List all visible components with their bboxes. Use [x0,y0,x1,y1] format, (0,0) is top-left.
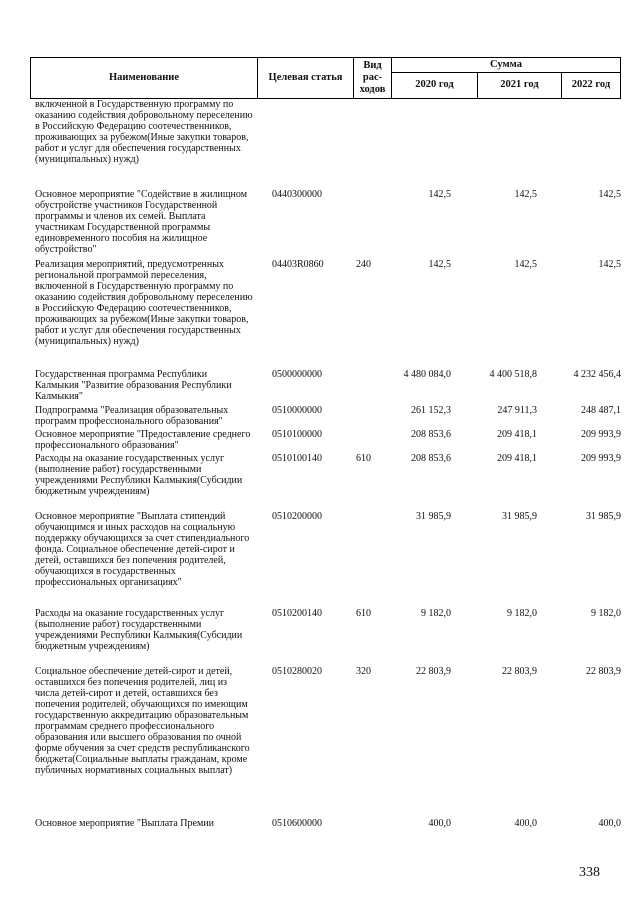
row-2022: 9 182,0 [591,608,621,619]
row-2020: 400,0 [428,818,451,829]
row-name: Реализация мероприятий, предусмотренных региональной программой переселения, включенной в Государственную программу по оказанию содействия добровольному переселению в Российскую Федерацию соотечественников, проживающих за рубежом(Иные закупки товаров, работ и услуг для обеспечения государственных (муниципальных) нужд) [35,259,253,347]
row-type: 610 [356,453,371,464]
row-2020: 9 182,0 [421,608,451,619]
row-2021: 400,0 [514,818,537,829]
table-header [30,57,621,99]
table-row [30,259,621,369]
row-article: 0440300000 [272,189,322,200]
row-2020: 4 480 084,0 [403,369,451,380]
header-year-2020: 2020 год [392,72,478,98]
row-2021: 31 985,9 [502,511,537,522]
row-article: 0510100140 [272,453,322,464]
row-2022: 142,5 [598,189,621,200]
row-type: 240 [356,259,371,270]
row-2021: 142,5 [514,189,537,200]
table-row [30,189,621,259]
table-row [30,511,621,608]
row-name: Государственная программа Республики Калмыкия "Развитие образования Республики Калмыкия" [35,369,232,402]
row-name: Основное мероприятие "Предоставление среднего профессионального образования" [35,429,251,451]
row-2021: 9 182,0 [507,608,537,619]
table-row [30,99,621,189]
row-name: Социальное обеспечение детей-сирот и детей, оставшихся без попечения родителей, лиц из числа детей-сирот и детей, оставшихся без попечения родителей, обучающихся по имеющим государственную аккредитацию образовательным программам среднего профессионального образования или высшего образования по очной форме обучения за счет средств республиканского бюджета(Социальные выплаты гражданам, кроме публичных нормативных социальных выплат) [35,666,250,776]
row-type: 610 [356,608,371,619]
header-sum-group [392,58,620,98]
table-row [30,429,621,453]
header-name: Наименование [31,58,258,98]
row-2022: 248 487,1 [581,405,621,416]
row-name: Расходы на оказание государственных услуг (выполнение работ) государственными учреждениями Республики Калмыкия(Субсидии бюджетным учреждениям) [35,608,243,652]
row-2021: 22 803,9 [502,666,537,677]
table-row [30,666,621,818]
row-article: 0510600000 [272,818,322,829]
table-row [30,369,621,405]
row-2021: 142,5 [514,259,537,270]
row-name: Расходы на оказание государственных услуг (выполнение работ) государственными учреждениями Республики Калмыкия(Субсидии бюджетным учреждениям) [35,453,243,497]
row-2020: 208 853,6 [411,429,451,440]
row-2022: 400,0 [598,818,621,829]
row-name: включенной в Государственную программу по оказанию содействия добровольному переселению в Российскую Федерацию соотечественников, проживающих за рубежом(Иные закупки товаров, работ и услуг для обеспечения государственных (муниципальных) нужд) [35,99,253,165]
row-2022: 209 993,9 [581,453,621,464]
row-2020: 22 803,9 [416,666,451,677]
header-article: Целевая статья [258,58,354,98]
row-name: Подпрограмма "Реализация образовательных программ профессионального образования" [35,405,229,427]
row-2021: 247 911,3 [497,405,537,416]
row-type: 320 [356,666,371,677]
row-2021: 4 400 518,8 [489,369,537,380]
row-2022: 209 993,9 [581,429,621,440]
row-2020: 31 985,9 [416,511,451,522]
row-article: 0510000000 [272,405,322,416]
table-row [30,818,621,832]
row-2022: 22 803,9 [586,666,621,677]
row-2020: 261 152,3 [411,405,451,416]
table-row [30,453,621,511]
row-2022: 142,5 [598,259,621,270]
row-2020: 142,5 [428,259,451,270]
header-expense-type: Вид рас-ходов [354,58,392,98]
row-name: Основное мероприятие "Выплата Премии [35,818,214,829]
row-article: 0510200140 [272,608,322,619]
row-2021: 209 418,1 [497,453,537,464]
row-2022: 31 985,9 [586,511,621,522]
table-body [30,99,621,832]
row-article: 0510280020 [272,666,322,677]
row-name: Основное мероприятие "Содействие в жилищном обустройстве участников Государственной программы и членов их семей. Выплата участникам Государственной программы единовременного пособия на жилищное обустройство" [35,189,248,255]
row-article: 0510200000 [272,511,322,522]
row-article: 0500000000 [272,369,322,380]
row-2021: 209 418,1 [497,429,537,440]
row-2020: 208 853,6 [411,453,451,464]
table-row [30,608,621,666]
row-name: Основное мероприятие "Выплата стипендий обучающимся и иных расходов на социальную поддержку обучающихся за счет стипендиального фонда. Социальное обеспечение детей-сирот и детей, оставшихся без попечения родителей, обучающихся в государственных профессиональных организациях" [35,511,250,588]
page-number: 338 [579,865,600,880]
header-year-2021: 2021 год [478,72,562,98]
header-sum: Сумма [392,58,620,73]
row-article: 0510100000 [272,429,322,440]
row-article: 04403R0860 [272,259,324,270]
header-year-2022: 2022 год [571,79,611,90]
table-row [30,405,621,429]
row-2020: 142,5 [428,189,451,200]
row-2022: 4 232 456,4 [573,369,621,380]
